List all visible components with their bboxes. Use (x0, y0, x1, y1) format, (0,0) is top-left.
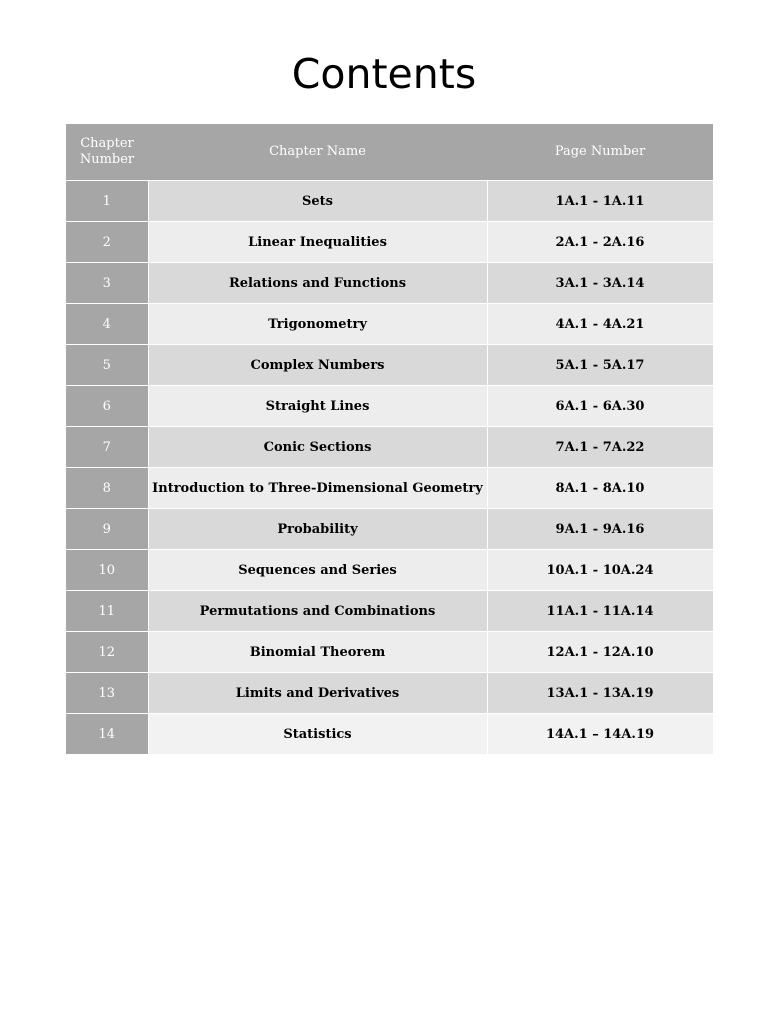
chapter-number: 12 (66, 632, 148, 673)
chapter-name: Linear Inequalities (148, 222, 487, 263)
header-chapter-number-line1: Chapter (80, 136, 134, 151)
chapter-number: 10 (66, 550, 148, 591)
page-range: 3A.1 - 3A.14 (487, 263, 713, 304)
chapter-name: Sets (148, 181, 487, 222)
page-range: 6A.1 - 6A.30 (487, 386, 713, 427)
table-row (66, 714, 713, 755)
chapter-name: Introduction to Three-Dimensional Geometry (148, 468, 487, 509)
chapter-name: Complex Numbers (148, 345, 487, 386)
header-page-number: Page Number (487, 124, 713, 181)
chapter-number: 9 (66, 509, 148, 550)
page-range: 4A.1 - 4A.21 (487, 304, 713, 345)
table-row (66, 263, 713, 304)
chapter-number: 4 (66, 304, 148, 345)
page-range: 1A.1 - 1A.11 (487, 181, 713, 222)
table-row (66, 345, 713, 386)
table-row (66, 304, 713, 345)
header-chapter-number (66, 124, 148, 181)
page-range: 2A.1 - 2A.16 (487, 222, 713, 263)
chapter-number: 3 (66, 263, 148, 304)
table-row (66, 222, 713, 263)
chapter-number: 7 (66, 427, 148, 468)
page-range: 13A.1 - 13A.19 (487, 673, 713, 714)
page-range: 11A.1 - 11A.14 (487, 591, 713, 632)
chapter-name: Statistics (148, 714, 487, 755)
chapter-name: Straight Lines (148, 386, 487, 427)
page-range: 9A.1 - 9A.16 (487, 509, 713, 550)
chapter-name: Binomial Theorem (148, 632, 487, 673)
chapter-number: 1 (66, 181, 148, 222)
chapter-number: 13 (66, 673, 148, 714)
table-row (66, 386, 713, 427)
table-row (66, 509, 713, 550)
chapter-name: Trigonometry (148, 304, 487, 345)
chapter-name: Permutations and Combinations (148, 591, 487, 632)
table-row (66, 181, 713, 222)
page-title: Contents (291, 50, 477, 98)
table-row (66, 591, 713, 632)
chapter-name: Limits and Derivatives (148, 673, 487, 714)
chapter-number: 14 (66, 714, 148, 755)
header-chapter-name: Chapter Name (148, 124, 487, 181)
page-range: 14A.1 – 14A.19 (487, 714, 713, 755)
table-header-row (66, 124, 713, 181)
page-range: 5A.1 - 5A.17 (487, 345, 713, 386)
page-range: 12A.1 - 12A.10 (487, 632, 713, 673)
page-range: 10A.1 - 10A.24 (487, 550, 713, 591)
table-row (66, 468, 713, 509)
chapter-number: 8 (66, 468, 148, 509)
header-chapter-number-line2: Number (79, 152, 135, 167)
chapter-name: Relations and Functions (148, 263, 487, 304)
chapter-number: 6 (66, 386, 148, 427)
chapter-name: Conic Sections (148, 427, 487, 468)
chapter-number: 11 (66, 591, 148, 632)
contents-table (66, 124, 714, 754)
table-row (66, 427, 713, 468)
chapter-name: Sequences and Series (148, 550, 487, 591)
table-row (66, 550, 713, 591)
page-range: 8A.1 - 8A.10 (487, 468, 713, 509)
chapter-number: 5 (66, 345, 148, 386)
page-range: 7A.1 - 7A.22 (487, 427, 713, 468)
chapter-name: Probability (148, 509, 487, 550)
chapter-number: 2 (66, 222, 148, 263)
table-row (66, 632, 713, 673)
table-row (66, 673, 713, 714)
